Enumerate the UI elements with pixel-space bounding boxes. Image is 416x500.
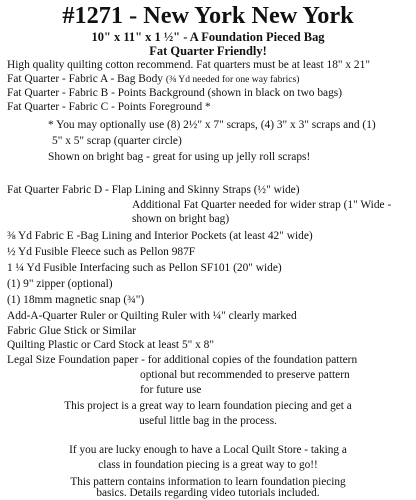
page-title: #1271 - New York New York [62,2,354,29]
wider-strap-line: Additional Fat Quarter needed for wider strap (1" Wide - [132,199,392,211]
foundation-paper-line-3: for future use [140,384,202,396]
quilt-store-note: If you are lucky enough to have a Local Quilt Store - taking a [69,444,347,456]
fabric-a-note: (⅜ Yd needed for one way fabrics) [165,74,300,85]
fabric-a-label: Fat Quarter - Fabric A - Bag Body [7,73,163,85]
project-note: This project is a great way to learn foundation piecing and get a [64,400,352,412]
fabric-c-line: Fat Quarter - Fabric C - Points Foreground * [7,101,211,113]
zipper-line: (1) 9" zipper (optional) [7,278,113,290]
plastic-line: Quilting Plastic or Card Stock at least 5" x 8" [7,339,215,351]
project-note-2: useful little bag in the process. [139,415,277,427]
interfacing-line: 1 ¼ Yd Fusible Interfacing such as Pellon SF101 (20" wide) [7,262,282,274]
glue-line: Fabric Glue Stick or Similar [7,325,137,337]
wider-strap-line-2: shown on bright bag) [132,213,230,225]
fabric-d-line: Fat Quarter Fabric D - Flap Lining and Skinny Straps (½" wide) [7,184,300,196]
fabric-e-line: ⅜ Yd Fabric E -Bag Lining and Interior Pockets (at least 42" wide) [7,230,313,242]
bright-bag-note: Shown on bright bag - great for using up jelly roll scraps! [48,151,311,163]
tagline: Fat Quarter Friendly! [149,44,267,58]
fleece-line: ½ Yd Fusible Fleece such as Pellon 987F [7,246,196,258]
tutorial-note-2: basics. Details regarding video tutorials included. [96,487,320,499]
foundation-paper-line-2: optional but recommended to preserve pattern [140,369,350,381]
ruler-line: Add-A-Quarter Ruler or Quilting Ruler with ¼" clearly marked [7,310,297,322]
fabric-a-line [7,73,299,86]
scraps-option-line: * You may optionally use (8) 2½" x 7" scraps, (4) 3" x 3" scraps and (1) [48,119,376,131]
scraps-option-line-2: 5" x 5" scrap (quarter circle) [52,135,182,147]
foundation-paper-line: Legal Size Foundation paper - for additional copies of the foundation pattern [7,354,358,366]
fabric-note: High quality quilting cotton recommend. Fat quarters must be at least 18" x 21" [7,59,370,71]
snap-line: (1) 18mm magnetic snap (¾") [7,294,145,306]
tutorial-note: This pattern contains information to learn foundation piecing [70,476,346,488]
fabric-b-line: Fat Quarter - Fabric B - Points Background (shown in black on two bags) [7,87,343,99]
quilt-store-note-2: class in foundation piecing is a great way to go!! [98,459,318,471]
page-subtitle: 10" x 11" x 1 ½" - A Foundation Pieced Bag [91,30,325,44]
